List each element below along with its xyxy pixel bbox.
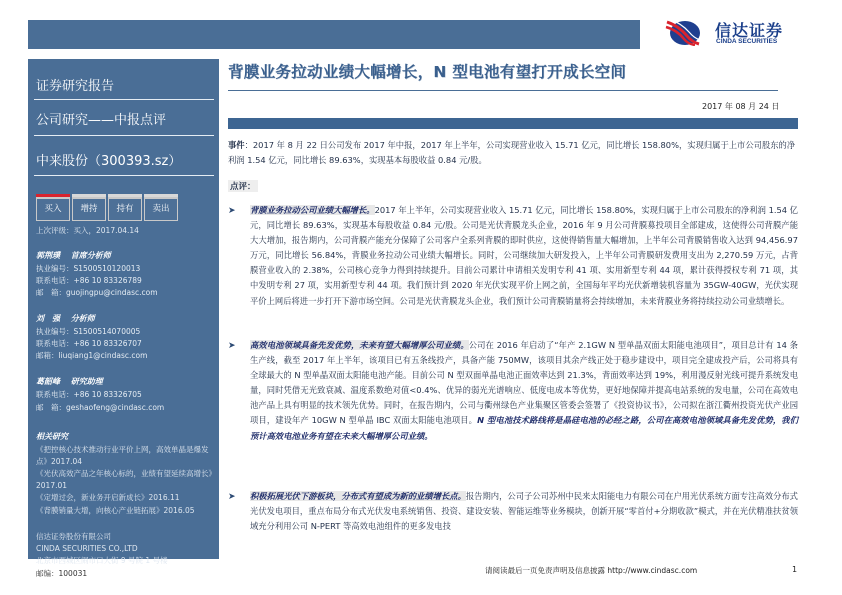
- point-headline: 积极拓展光伏下游板块，分布式有望成为新的业绩增长点。: [250, 491, 466, 501]
- rating-indicator: [72, 194, 106, 197]
- section-band: [228, 118, 798, 129]
- event-text: ：2017 年 8 月 22 日公司发布 2017 年中报，2017 年上半年，公司实现营业收入 15.71 亿元，同比增长 158.80%，实现归属于上市公司股东的净利润 1.54 亿元，同比增长 89.63%，实现基本每股收益 0.84 元/股。: [228, 140, 796, 166]
- rating-bar: [36, 194, 206, 221]
- related-item[interactable]: 《把控核心技术推动行业平价上网，高效单晶是爆发点》2017.04: [36, 445, 209, 466]
- rating-label: 买入: [37, 199, 69, 220]
- bullet-arrow-icon: ➤: [228, 206, 236, 216]
- analyst-name: 郭荆璞 首席分析师: [36, 251, 111, 260]
- analyst-name: 葛韶峰 研究助理: [36, 377, 103, 386]
- header-band: [28, 20, 640, 49]
- last-rating: 上次评级：买入，2017.04.14: [36, 226, 139, 235]
- company-postcode: 邮编：100031: [36, 569, 88, 578]
- divider: [34, 175, 214, 176]
- point-paragraph: [250, 338, 798, 444]
- rating-buy: [36, 194, 70, 221]
- title-divider: [228, 90, 778, 91]
- analyst-email[interactable]: 邮 箱：geshaofeng@cindasc.com: [36, 403, 165, 412]
- report-type: 证券研究报告: [36, 79, 115, 94]
- rating-label: 增持: [73, 199, 105, 220]
- logo-en-text: CINDA SECURITIES: [716, 38, 778, 45]
- stock-name: 中来股份（300393.sz）: [36, 154, 182, 169]
- rating-indicator: [108, 194, 142, 197]
- related-item[interactable]: 《光伏高效产品之年核心标的，业绩有望延续高增长》2017.01: [36, 469, 213, 490]
- analyst-phone: 联系电话：+86 10 83326707: [36, 339, 142, 348]
- point-text: 2017 年上半年，公司实现营业收入 15.71 亿元，同比增长 158.80%，实现归属于上市公司股东的净利润 1.54 亿元，同比增长 89.63%，实现基本每股收益 0.84 元/股。公司是光伏背膜龙头企业，2016 年 9 月公司背膜募投项目全部建成，这使得公司背膜产能大大增加，报告期内，公司背膜产能充分保障了公司客户全系列背膜的即时供应，这使得销售量大幅增加，上半年公司背膜销售收入达到 94,456.97 万元，同比增长 56.84%，背膜业务拉动公司业绩大幅增长。同时，公司继续加大研发投入，上半年公司背膜研发费用支出为 2,270.59 万元，占背膜营业收入的 2.38%，公司核心竞争力得到持续提升。目前公司累计申请相关发明专利 41 项、实用新型专利 44 项，累计获得授权专利 71 项，其中发明专利 27 项，实用新型专利 44 项。我们预计到 2020 年光伏实现平价上网之前，全国每年平均光伏新增装机容量为 35GW-40GW，光伏实现平价上网后将进一步打开下游市场空间。公司是光伏背膜龙头企业，我们预计公司背膜销量将会持续增加，未来背膜业务将持续拉动公司业绩增长。: [250, 205, 798, 306]
- report-category: 公司研究——中报点评: [36, 113, 167, 128]
- logo-cn-text: 信达证券: [715, 21, 784, 40]
- point-text: 公司在 2016 年启动了“年产 2.1GW N 型单晶双面太阳能电池项目”，项目总计有 14 条生产线，截至 2017 年上半年，该项目已有五条线投产，具备产能 750MW，该项目其余产线正处于稳步建设中，项目完全建成投产后，公司将具有全球最大的 N 型单晶双面太阳能电池产能。目前公司 N 型双面单晶电池正面效率达到 21.3%，背面效率达到 19%，利用漫反射光线可提升系统发电量，同时凭借无光致衰减、温度系数绝对值<0.4%、优异的弱光光谱响应、低度电成本等优势，更好地保障并提高电站系统的发电量，公司在高效电池产品上具有明显的技术领先优势。同时，在报告期内，公司与衢州绿色产业集聚区管委会签署了《投资协议书》，公司拟在浙江衢州投资光伏产业园项目，建设年产 10GW N 型单晶 IBC 双面太阳能电池项目。: [250, 340, 798, 426]
- analyst-phone: 联系电话：+86 10 83326789: [36, 276, 142, 285]
- rating-label: 持有: [109, 199, 141, 220]
- analyst-license: 执业编号：S1500510120013: [36, 264, 141, 273]
- divider: [34, 135, 214, 136]
- event-label: 事件: [228, 140, 245, 150]
- analyst-name: 刘 强 分析师: [36, 314, 95, 323]
- page-number: 1: [792, 565, 798, 574]
- event-paragraph: [228, 138, 798, 168]
- divider: [34, 99, 214, 100]
- analyst-email[interactable]: 邮 箱：guojingpu@cindasc.com: [36, 288, 158, 297]
- rating-hold: [108, 194, 142, 221]
- rating-indicator: [36, 194, 70, 197]
- analyst-license: 执业编号：S1500514070005: [36, 327, 141, 336]
- related-title: 相关研究: [36, 432, 68, 441]
- rating-label: 卖出: [145, 199, 177, 220]
- company-address: 北京市西城区闹市口大街 9 号院 1 号楼: [36, 556, 168, 565]
- point-headline: 高效电池领域具备先发优势，未来有望大幅增厚公司业绩。: [250, 340, 469, 350]
- related-item[interactable]: 《背膜销量大增，向核心产业链拓展》2016.05: [36, 506, 195, 515]
- point-headline: 背膜业务拉动公司业绩大幅增长。: [250, 205, 375, 215]
- company-cn: 信达证券股份有限公司: [36, 532, 111, 541]
- comment-label: 点评：: [230, 182, 256, 192]
- page-title: 背膜业务拉动业绩大幅增长，N 型电池有望打开成长空间: [228, 63, 627, 81]
- report-date: 2017 年 08 月 24 日: [702, 102, 780, 111]
- point-paragraph: [250, 203, 798, 309]
- rating-indicator: [144, 194, 178, 197]
- company-en: CINDA SECURITIES CO.,LTD: [36, 544, 138, 553]
- bullet-arrow-icon: ➤: [228, 341, 236, 351]
- footer-disclaimer[interactable]: 请阅读最后一页免责声明及信息披露 http://www.cindasc.com: [485, 566, 698, 575]
- point-paragraph: [250, 489, 798, 534]
- bullet-arrow-icon: ➤: [228, 492, 236, 502]
- cinda-logo: [655, 14, 835, 54]
- point-conclusion: N 型电池技术路线将是晶硅电池的必经之路，公司在高效电池领域具备先发优势，我们预计高效电池业务有望在未来大幅增厚公司业绩。: [250, 415, 798, 441]
- point-text: 报告期内，公司子公司苏州中民来太阳能电力有限公司在户用光伏系统方面专注高效分布式光伏发电项目，重点布局分布式光伏发电系统销售、投资、建设安装、智能运维等业务模块，创新开展“零首付+分期收款”模式，并在光伏精准扶贫领域充分利用公司 N-PERT 等高效电池组件的更多发电技: [250, 491, 798, 532]
- analyst-email[interactable]: 邮箱：liuqiang1@cindasc.com: [36, 351, 148, 360]
- related-item[interactable]: 《定增过会，新业务开启新成长》2016.11: [36, 493, 180, 502]
- analyst-phone: 联系电话：+86 10 83326705: [36, 390, 142, 399]
- rating-sell: [144, 194, 178, 221]
- cinda-logo-icon: [665, 18, 701, 46]
- rating-overweight: [72, 194, 106, 221]
- sidebar: [28, 59, 219, 565]
